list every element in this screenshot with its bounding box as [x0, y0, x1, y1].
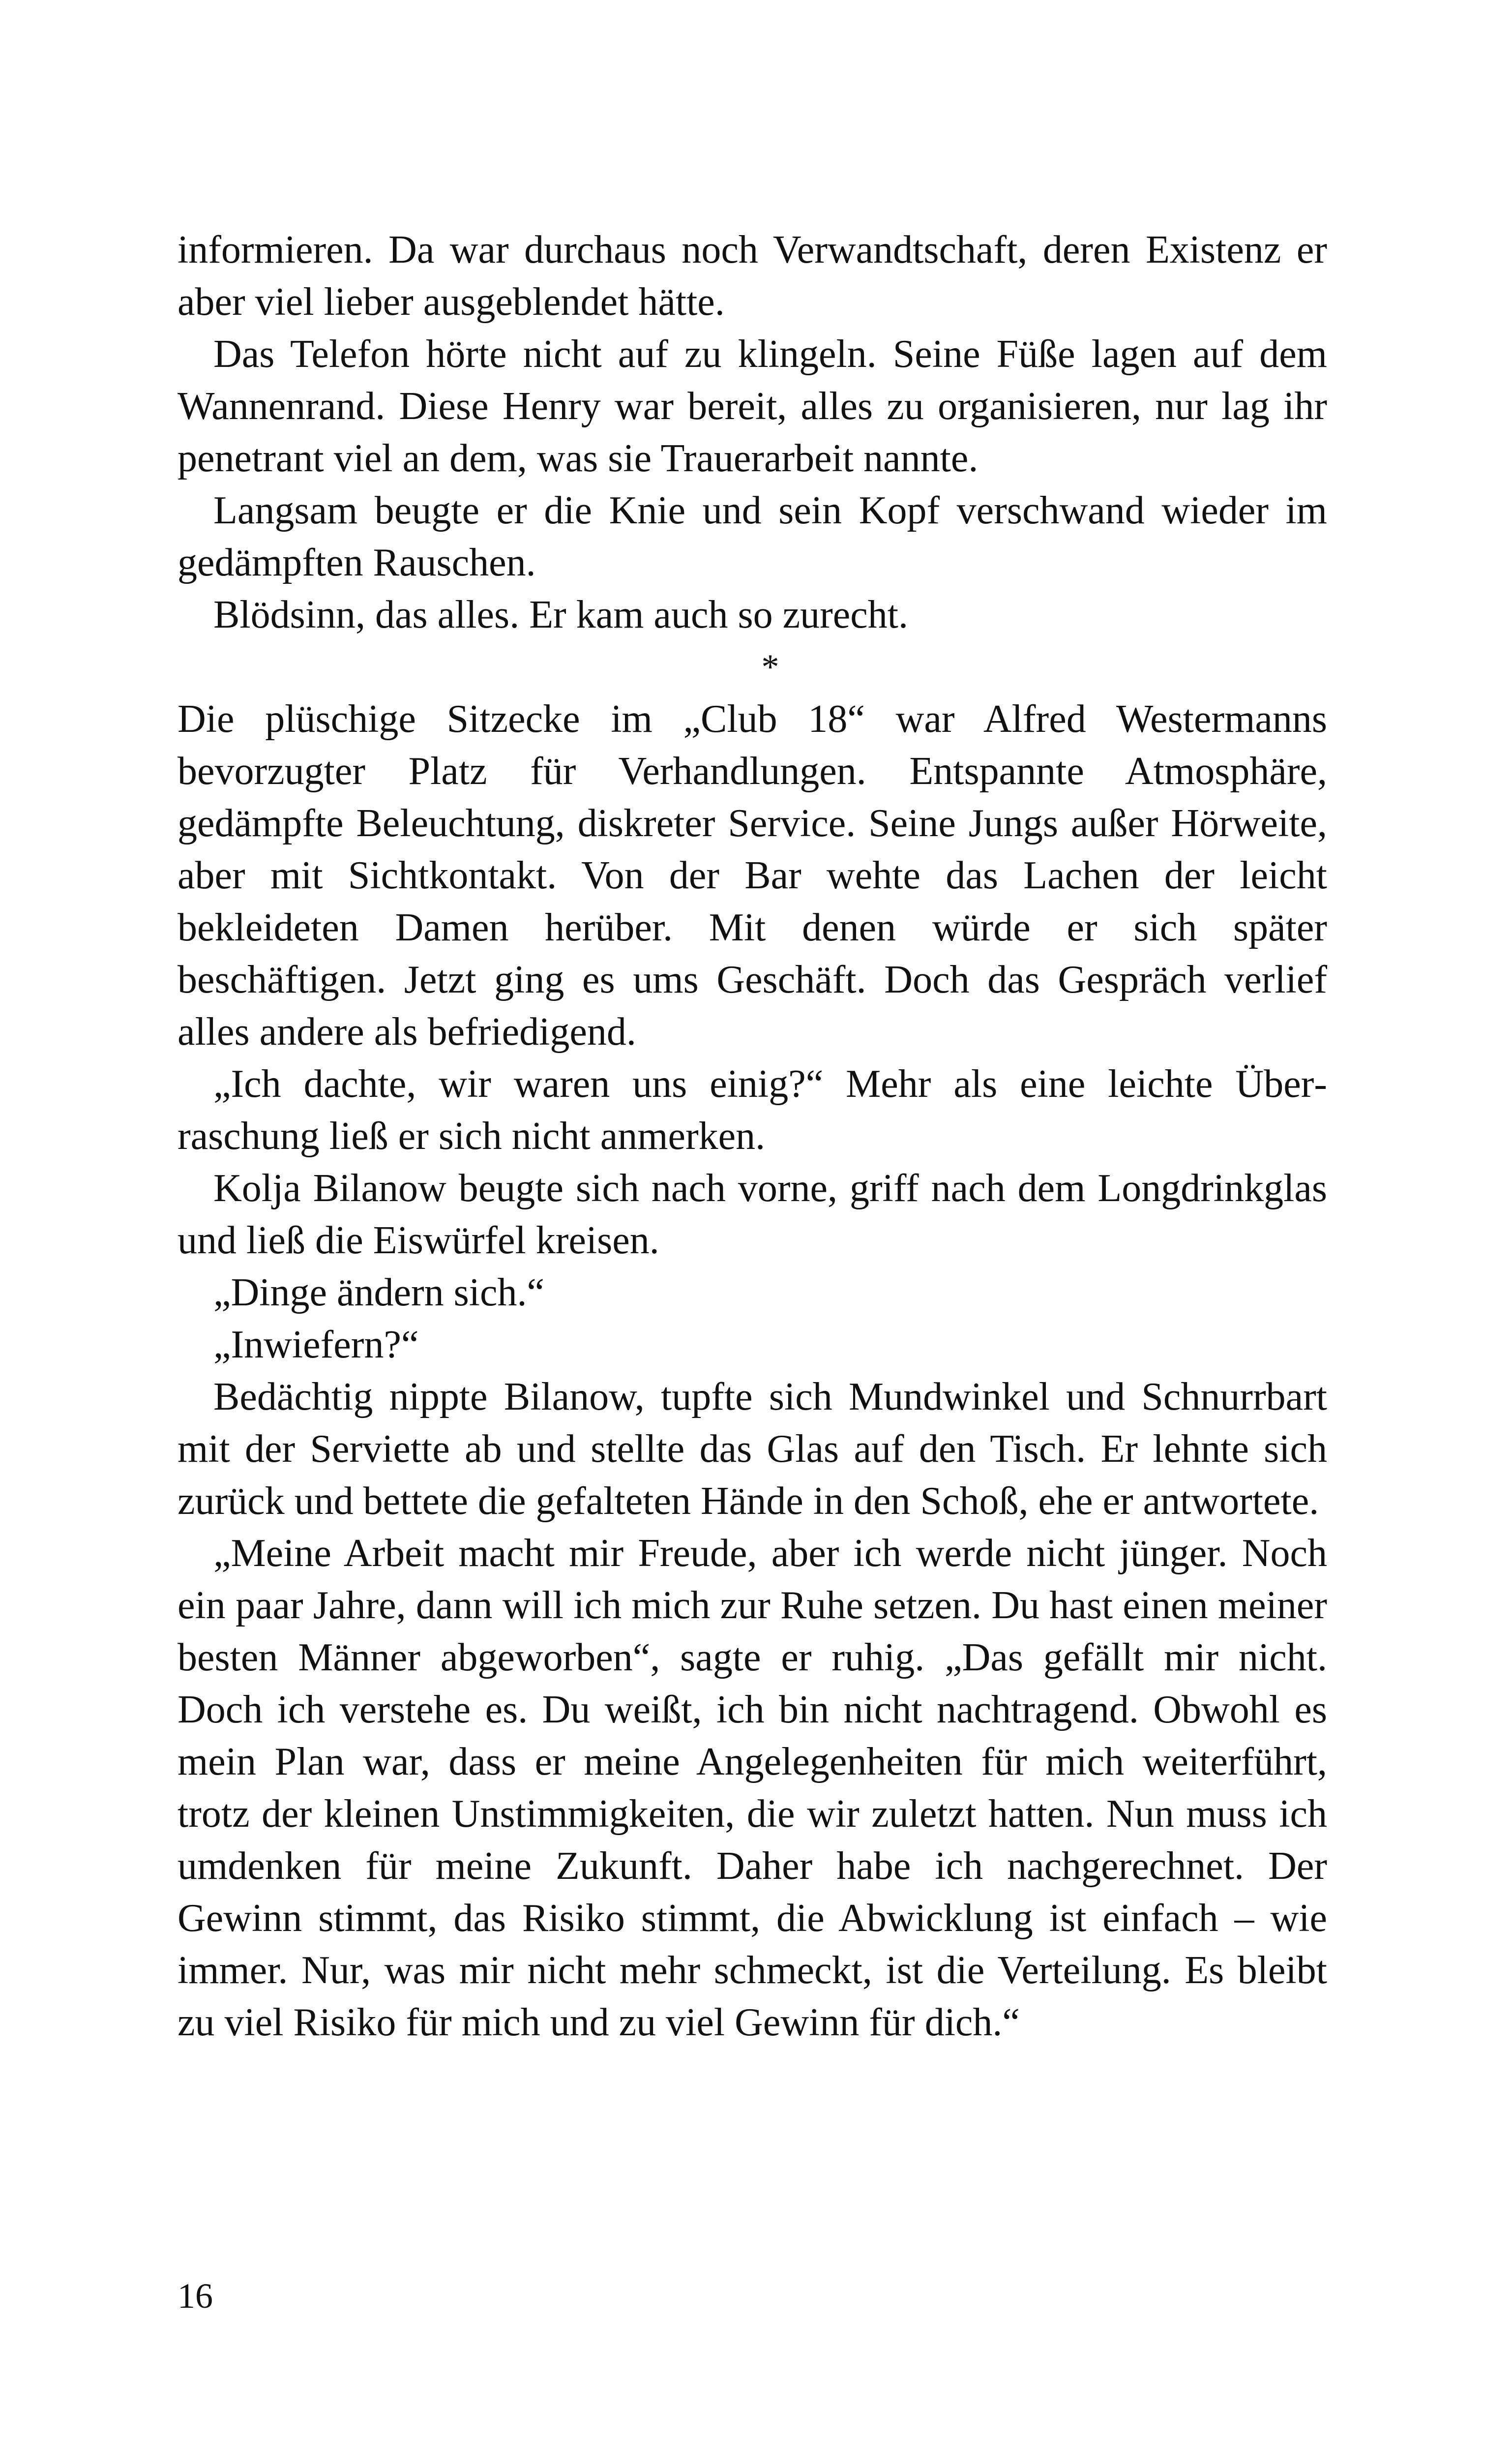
- body-text: [178, 224, 1327, 2049]
- paragraph: „Inwiefern?“: [213, 1323, 419, 1366]
- page-number: 16: [178, 2276, 213, 2316]
- paragraph: Blödsinn, das alles. Er kam auch so zurecht.: [213, 593, 908, 636]
- paragraph: Langsam beugte er die Knie und sein Kopf verschwand wieder im gedämpften Rauschen.: [178, 489, 1327, 584]
- paragraph: Bedächtig nippte Bilanow, tupfte sich Mundwinkel und Schnurrbart mit der Serviette ab und stellte das Glas auf den Tisch. Er lehnte sich zurück und bettete die gefalteten Hände in den Schoß, ehe er antwortete.: [178, 1375, 1327, 1523]
- paragraph: „Meine Arbeit macht mir Freude, aber ich werde nicht jünger. Noch ein paar Jahre, dann will ich mich zur Ruhe setzen. Du hast einen meiner besten Männer abgeworben“, sagte er ruhig. „Das gefällt mir nicht. Doch ich verstehe es. Du weißt, ich bin nicht nachtragend. Obwohl es mein Plan war, dass er meine Angelegenheiten für mich weiterführt, trotz der kleinen Unstimmigkeiten, die wir zuletzt hatten. Nun muss ich umdenken für meine Zukunft. Daher habe ich nachgerechnet. Der Gewinn stimmt, das Risiko stimmt, die Abwicklung ist einfach – wie immer. Nur, was mir nicht mehr schmeckt, ist die Verteilung. Es bleibt zu viel Risiko für mich und zu viel Gewinn für dich.“: [178, 1532, 1327, 2044]
- paragraph: Die plüschige Sitzecke im „Club 18“ war Alfred Westermanns bevorzugter Platz für Verhandlungen. Entspannte Atmosphäre, gedämpfte Beleuchtung, diskreter Service. Seine Jungs außer Hörweite, aber mit Sichtkontakt. Von der Bar wehte das Lachen der leicht bekleideten Damen herüber. Mit denen würde er sich später beschäftigen. Jetzt ging es ums Geschäft. Doch das Gespräch verlief alles andere als befriedigend.: [178, 697, 1327, 1054]
- section-break-asterisk: *: [761, 647, 779, 687]
- paragraph: Das Telefon hörte nicht auf zu klingeln. Seine Füße lagen auf dem Wannenrand. Diese Henry war bereit, alles zu organisieren, nur lag ihr penetrant viel an dem, was sie Trauerarbeit nannte.: [178, 332, 1327, 480]
- paragraph: Kolja Bilanow beugte sich nach vorne, griff nach dem Longdrinkglas und ließ die Eiswürfel kreisen.: [178, 1167, 1327, 1262]
- paragraph: „Ich dachte, wir waren uns einig?“ Mehr als eine leichte Überraschung ließ er sich nicht anmerken.: [178, 1062, 1327, 1158]
- paragraph: informieren. Da war durchaus noch Verwandtschaft, deren Existenz er aber viel lieber ausgeblendet hätte.: [178, 228, 1327, 324]
- paragraph: „Dinge ändern sich.“: [213, 1271, 545, 1314]
